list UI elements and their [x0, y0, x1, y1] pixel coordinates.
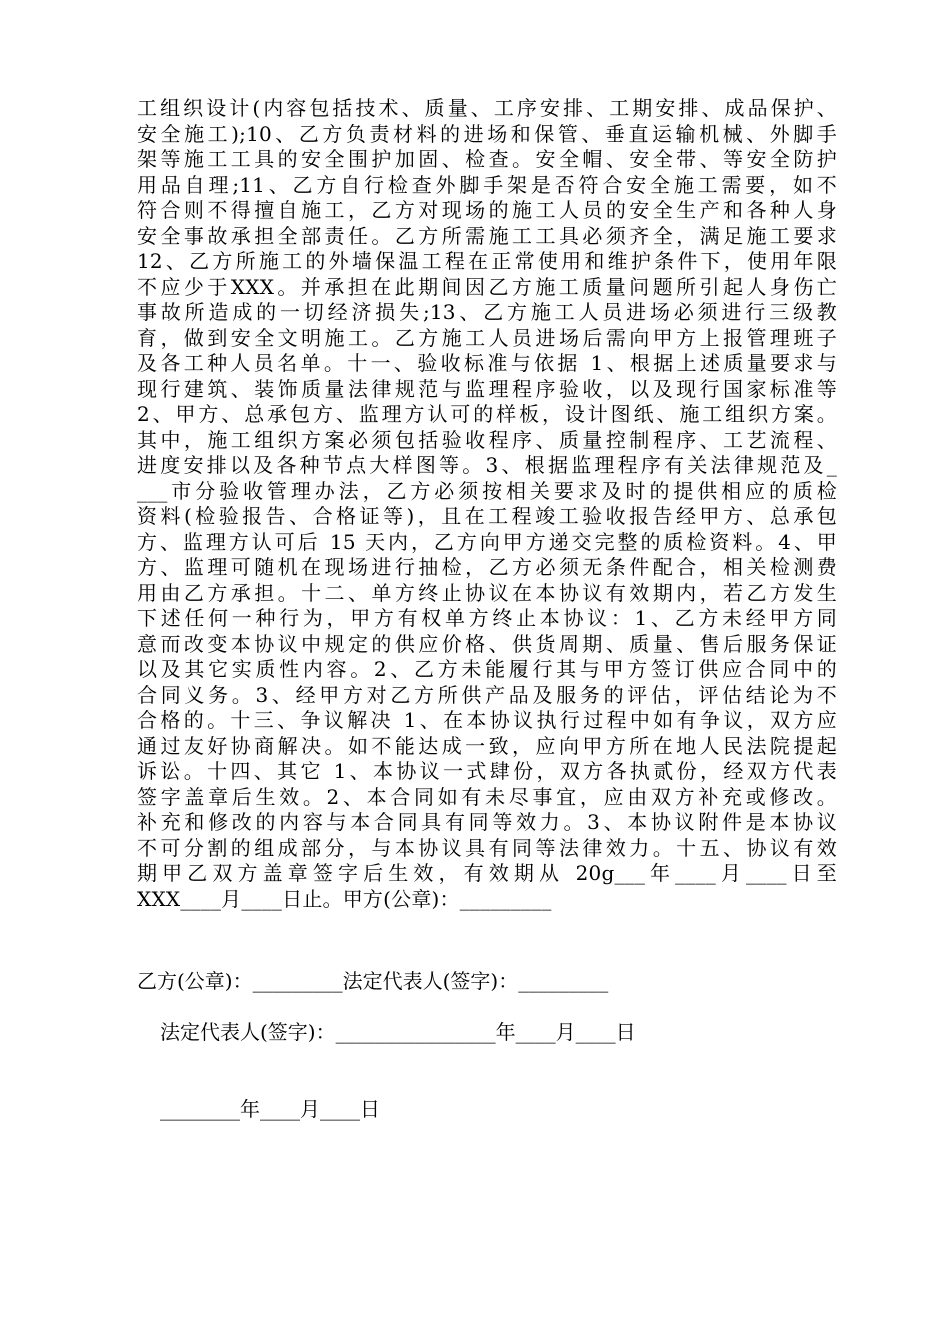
body-text-line: 架等施工工具的安全围护加固、检查。安全帽、安全带、等安全防护	[137, 147, 837, 171]
body-text-line: 合格的。十三、争议解决 1、在本协议执行过程中如有争议，双方应	[137, 708, 837, 732]
body-text-line: 用品自理;11、乙方自行检查外脚手架是否符合安全施工需要，如不	[137, 172, 837, 197]
body-text-line: 不可分割的组成部分，与本协议具有同等法律效力。十五、协议有效	[137, 835, 837, 860]
body-text-line: 育，做到安全文明施工。乙方施工人员进场后需向甲方上报管理班子	[137, 325, 837, 350]
body-text-line: 通过友好协商解决。如不能达成一致，应向甲方所在地人民法院提起	[137, 733, 837, 758]
body-text-line: 以及其它实质性内容。2、乙方未能履行其与甲方签订供应合同中的	[137, 657, 837, 681]
body-text-line: 事故所造成的一切经济损失;13、乙方施工人员进场必须进行三级教	[137, 300, 837, 324]
body-text-line: 合同义务。3、经甲方对乙方所供产品及服务的评估，评估结论为不	[137, 682, 837, 707]
body-text-line: 符合则不得擅自施工，乙方对现场的施工人员的安全生产和各种人身	[137, 198, 837, 222]
contract-body-text	[137, 96, 837, 912]
body-text-line: 12、乙方所施工的外墙保温工程在正常使用和维护条件下，使用年限	[137, 249, 837, 273]
legal-representative-signature-line: 法定代表人(签字)：________________年____月____日	[160, 1020, 636, 1044]
body-text-line: 方、监理方认可后 15 天内，乙方向甲方递交完整的质检资料。4、甲	[137, 529, 837, 554]
body-text-line: 下述任何一种行为，甲方有权单方终止本协议：1、乙方未经甲方同	[137, 606, 837, 630]
body-text-line: 工组织设计(内容包括技术、质量、工序安排、工期安排、成品保护、	[137, 96, 837, 120]
body-text-line: 意而改变本协议中规定的供应价格、供货周期、质量、售后服务保证	[137, 631, 837, 656]
body-text-line: 用由乙方承担。十二、单方终止协议在本协议有效期内，若乙方发生	[137, 580, 837, 605]
body-text-line: 安全事故承担全部责任。乙方所需施工工具必须齐全，满足施工要求	[137, 223, 837, 248]
body-text-line: 安全施工);10、乙方负责材料的进场和保管、垂直运输机械、外脚手	[137, 121, 837, 146]
body-text-line: 诉讼。十四、其它 1、本协议一式肆份，双方各执贰份，经双方代表	[137, 759, 837, 783]
body-text-line: 方、监理可随机在现场进行抽检，乙方必须无条件配合，相关检测费	[137, 555, 837, 579]
body-text-line: XXX____月____日止。甲方(公章)：_________	[137, 886, 552, 911]
body-text-line: 现行建筑、装饰质量法律规范与监理程序验收，以及现行国家标准等	[137, 376, 837, 401]
signature-date-line: ________年____月____日	[160, 1097, 380, 1121]
body-text-line: 2、甲方、总承包方、监理方认可的样板，设计图纸、施工组织方案。	[137, 402, 837, 426]
body-text-line: 资料(检验报告、合格证等)，且在工程竣工验收报告经甲方、总承包	[137, 504, 837, 528]
body-text-line: 及各工种人员名单。十一、验收标准与依据 1、根据上述质量要求与	[137, 351, 837, 375]
body-text-line: 其中，施工组织方案必须包括验收程序、质量控制程序、工艺流程、	[137, 427, 837, 452]
body-text-line: 签字盖章后生效。2、本合同如有未尽事宜，应由双方补充或修改。	[137, 784, 837, 809]
body-text-line: ___市分验收管理办法，乙方必须按相关要求及时的提供相应的质检	[137, 478, 837, 503]
body-text-line: 期甲乙双方盖章签字后生效，有效期从 20g___年____月____日至	[137, 861, 837, 885]
body-text-line: 进度安排以及各种节点大样图等。3、根据监理程序有关法律规范及_	[137, 453, 837, 477]
body-text-line: 补充和修改的内容与本合同具有同等效力。3、本协议附件是本协议	[137, 810, 837, 834]
body-text-line: 不应少于XXX。并承担在此期间因乙方施工质量问题所引起人身伤亡	[137, 274, 837, 299]
party-b-signature-line: 乙方(公章)：_________法定代表人(签字)：_________	[137, 969, 609, 993]
